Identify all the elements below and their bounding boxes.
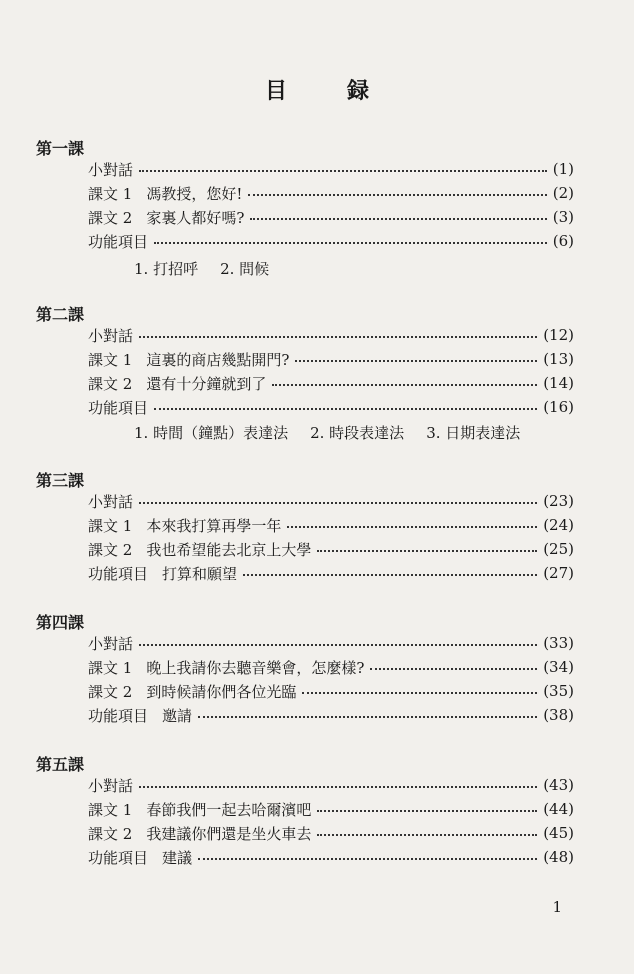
entry-label: 小對話 [88, 776, 134, 795]
entry-label: 課文 1 [88, 184, 133, 203]
entry-text: 晚上我請你去聽音樂會，怎麼樣? [146, 658, 365, 677]
entry-page: (38) [543, 706, 574, 724]
entry-text: 我建議你們還是坐火車去 [146, 824, 312, 843]
entry-page: (34) [543, 658, 574, 676]
entry-label: 課文 1 [88, 800, 133, 819]
toc-entry [88, 562, 574, 584]
toc-entry [88, 490, 574, 512]
entry-text: 到時候請你們各位光臨 [146, 682, 297, 701]
entry-text: 家裏人都好嗎? [146, 208, 245, 227]
entry-text: 我也希望能去北京上大學 [146, 540, 312, 559]
entry-label: 功能項目 [88, 232, 149, 251]
toc-entry [88, 182, 574, 204]
toc-entry [88, 514, 574, 536]
entry-page: (12) [543, 326, 574, 344]
entry-text: 邀請 [162, 706, 193, 725]
entry-page: (25) [543, 540, 574, 558]
entry-page: (43) [543, 776, 574, 794]
entry-page: (3) [552, 208, 574, 226]
toc-entry [88, 704, 574, 726]
leader-dots [139, 786, 537, 788]
lesson-title: 第一課 [36, 139, 85, 158]
toc-entry [88, 158, 574, 180]
function-item: 2. 問候 [220, 260, 270, 278]
entry-text: 本來我打算再學一年 [146, 516, 282, 535]
leader-dots [139, 336, 537, 338]
entry-page: (13) [543, 350, 574, 368]
entry-text: 這裏的商店幾點開門? [146, 350, 290, 369]
lesson-title: 第四課 [36, 613, 85, 632]
toc-entry [88, 656, 574, 678]
entry-label: 課文 2 [88, 824, 133, 843]
page-title [0, 74, 634, 105]
leader-dots [250, 218, 546, 220]
entry-page: (35) [543, 682, 574, 700]
leader-dots [317, 550, 537, 552]
entry-label: 功能項目 [88, 398, 149, 417]
toc-entry [88, 348, 574, 370]
leader-dots [139, 502, 537, 504]
entry-page: (14) [543, 374, 574, 392]
entry-label: 功能項目 [88, 848, 149, 867]
entry-label: 課文 2 [88, 374, 133, 393]
entry-text: 春節我們一起去哈爾濱吧 [146, 800, 312, 819]
toc-entry [88, 774, 574, 796]
function-items [134, 258, 291, 279]
entry-page: (2) [552, 184, 574, 202]
entry-page: (45) [543, 824, 574, 842]
leader-dots [287, 526, 537, 528]
entry-page: (16) [543, 398, 574, 416]
entry-page: (48) [543, 848, 574, 866]
entry-text: 打算和願望 [162, 564, 238, 583]
lesson-title: 第三課 [36, 471, 85, 490]
entry-page: (27) [543, 564, 574, 582]
leader-dots [154, 242, 547, 244]
toc-entry [88, 372, 574, 394]
toc-entry [88, 538, 574, 560]
entry-label: 小對話 [88, 326, 134, 345]
toc-entry [88, 846, 574, 868]
entry-label: 課文 2 [88, 682, 133, 701]
function-item: 2. 時段表達法 [310, 424, 405, 442]
entry-label: 課文 1 [88, 350, 133, 369]
function-item: 3. 日期表達法 [426, 424, 521, 442]
function-item: 1. 時間（鐘點）表達法 [134, 424, 289, 442]
entry-label: 小對話 [88, 160, 134, 179]
title-char-2: 録 [347, 78, 370, 104]
entry-label: 課文 2 [88, 208, 133, 227]
title-char-1: 目 [264, 78, 287, 104]
leader-dots [198, 858, 537, 860]
leader-dots [243, 574, 537, 576]
leader-dots [302, 692, 537, 694]
entry-label: 小對話 [88, 492, 134, 511]
entry-label: 課文 1 [88, 516, 133, 535]
entry-label: 課文 2 [88, 540, 133, 559]
toc-entry [88, 798, 574, 820]
leader-dots [317, 810, 537, 812]
toc-entry [88, 680, 574, 702]
page-number: 1 [552, 898, 562, 916]
lesson-title: 第五課 [36, 755, 85, 774]
entry-page: (23) [543, 492, 574, 510]
function-items [134, 422, 542, 443]
leader-dots [248, 194, 546, 196]
entry-label: 小對話 [88, 634, 134, 653]
entry-label: 課文 1 [88, 658, 133, 677]
entry-page: (44) [543, 800, 574, 818]
leader-dots [272, 384, 537, 386]
leader-dots [317, 834, 537, 836]
leader-dots [198, 716, 537, 718]
leader-dots [139, 644, 537, 646]
function-item: 1. 打招呼 [134, 260, 199, 278]
toc-entry [88, 632, 574, 654]
entry-page: (1) [552, 160, 574, 178]
entry-page: (6) [552, 232, 574, 250]
entry-label: 功能項目 [88, 706, 149, 725]
entry-text: 建議 [162, 848, 193, 867]
leader-dots [295, 360, 537, 362]
leader-dots [370, 668, 537, 670]
toc-entry [88, 206, 574, 228]
leader-dots [154, 408, 537, 410]
toc-entry [88, 324, 574, 346]
lesson-title: 第二課 [36, 305, 85, 324]
entry-page: (33) [543, 634, 574, 652]
leader-dots [139, 170, 547, 172]
entry-label: 功能項目 [88, 564, 149, 583]
toc-entry [88, 822, 574, 844]
toc-entry [88, 396, 574, 418]
entry-page: (24) [543, 516, 574, 534]
toc-entry [88, 230, 574, 252]
entry-text: 還有十分鐘就到了 [146, 374, 267, 393]
entry-text: 馮教授，您好! [146, 184, 243, 203]
